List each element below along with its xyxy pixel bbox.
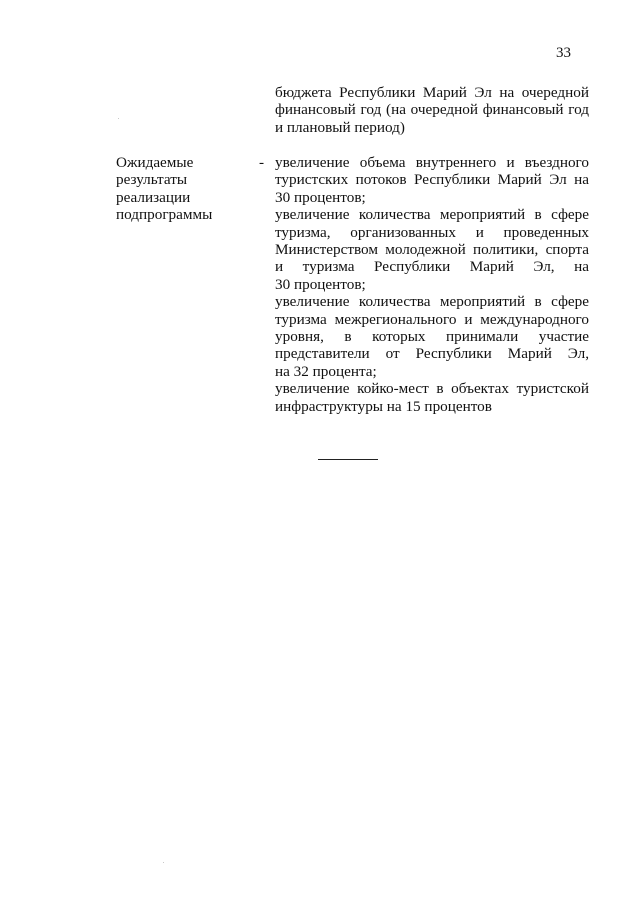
text-line: увеличение койко-мест в объектах туристской (275, 380, 589, 398)
label-line: подпрограммы (116, 206, 213, 224)
label-line: Ожидаемые (116, 154, 194, 171)
text-line: туристских потоков Республики Марий Эл на (275, 171, 589, 189)
end-of-document-rule (318, 459, 378, 460)
text-line: 30 процентов; (275, 188, 366, 206)
text-line: представители от Республики Марий Эл, (275, 345, 589, 363)
text-line: и плановый период) (275, 118, 405, 136)
row-separator-dash: - (259, 154, 265, 171)
text-line: бюджета Республики Марий Эл на очередной (275, 84, 589, 101)
text-line: на 32 процента; (275, 362, 377, 380)
text-line: туризма, организованных и проведенных (275, 223, 589, 241)
text-line: увеличение количества мероприятий в сфере (275, 206, 589, 224)
result-item (275, 206, 589, 293)
continuation-text (275, 84, 589, 136)
text-line: инфраструктуры на 15 процентов (275, 397, 492, 415)
text-line: увеличение объема внутреннего и въездного (275, 154, 589, 171)
text-line: увеличение количества мероприятий в сфере (275, 293, 589, 311)
page-number: 33 (556, 45, 571, 61)
text-line: финансовый год (на очередной финансовый год (275, 101, 589, 119)
scan-speck (118, 118, 119, 119)
scan-speck (163, 862, 164, 863)
result-item (275, 293, 589, 380)
text-line: Министерством молодежной политики, спорта (275, 241, 589, 259)
text-line: уровня, в которых принимали участие (275, 328, 589, 346)
expected-results (275, 154, 589, 415)
result-item (275, 154, 589, 206)
result-item (275, 380, 589, 415)
row-label (116, 154, 246, 224)
text-line: 30 процентов; (275, 275, 366, 293)
label-line: реализации (116, 188, 191, 206)
label-line: результаты (116, 171, 188, 189)
text-line: туризма межрегионального и международного (275, 310, 589, 328)
text-line: и туризма Республики Марий Эл, на (275, 258, 589, 276)
